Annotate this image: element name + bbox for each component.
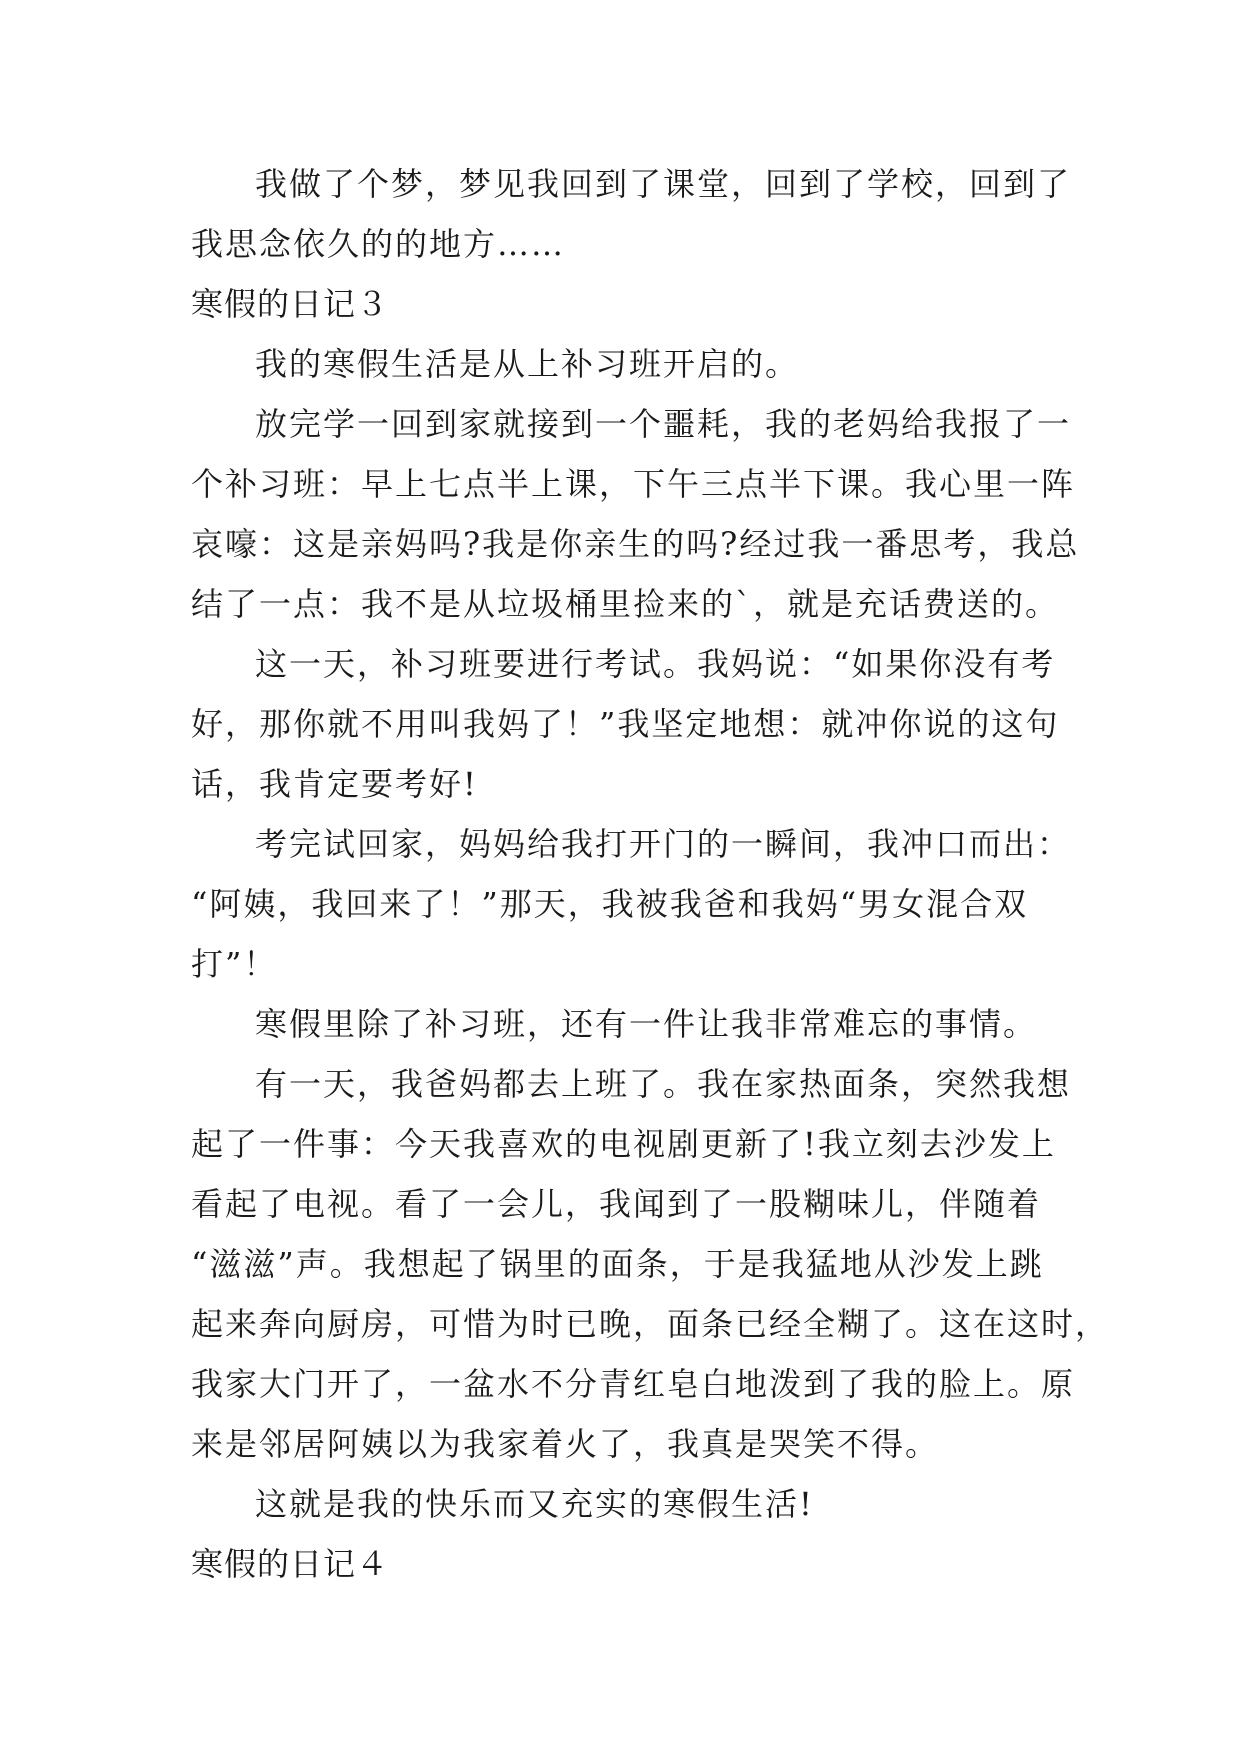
paragraph-line: 个补习班：早上七点半上课，下午三点半下课。我心里一阵	[191, 465, 1076, 503]
heading-text: 寒假的日记３	[191, 285, 390, 323]
paragraph-line: 哀嚎：这是亲妈吗?我是你亲生的吗?经过我一番思考，我总	[191, 525, 1080, 563]
paragraph-line: 放完学一回到家就接到一个噩耗，我的老妈给我报了一	[255, 405, 1072, 443]
paragraph	[191, 1474, 1051, 1534]
paragraph-line: “阿姨，我回来了！”那天，我被我爸和我妈“男女混合双	[191, 885, 1029, 923]
paragraph-line: 起了一件事：今天我喜欢的电视剧更新了!我立刻去沙发上	[191, 1125, 1056, 1163]
paragraph	[191, 814, 1072, 994]
paragraph	[191, 394, 1080, 634]
paragraph-line: 看起了电视。看了一会儿，我闻到了一股糊味儿，伴随着	[191, 1185, 1042, 1223]
paragraph-line: 这一天，补习班要进行考试。我妈说：“如果你没有考	[255, 645, 1056, 683]
document-page	[191, 154, 1110, 1594]
section-heading	[191, 1534, 1051, 1594]
paragraph	[191, 634, 1060, 814]
paragraph-line: “滋滋”声。我想起了锅里的面条，于是我猛地从沙发上跳	[191, 1245, 1044, 1283]
paragraph-line: 我的寒假生活是从上补习班开启的。	[255, 345, 800, 383]
paragraph-line: 来是邻居阿姨以为我家着火了，我真是哭笑不得。	[191, 1425, 940, 1463]
paragraph-line: 打”！	[191, 945, 278, 983]
paragraph-line: 考完试回家，妈妈给我打开门的一瞬间，我冲口而出：	[255, 825, 1072, 863]
paragraph-line: 我家大门开了，一盆水不分青红皂白地泼到了我的脸上。原	[191, 1365, 1076, 1403]
paragraph	[191, 994, 1051, 1054]
paragraph	[191, 154, 1072, 274]
paragraph	[191, 334, 1051, 394]
paragraph-line: 寒假里除了补习班，还有一件让我非常难忘的事情。	[255, 1005, 1038, 1043]
paragraph-line: 我思念依久的的地方……	[191, 225, 566, 263]
paragraph	[191, 1054, 1110, 1474]
section-heading	[191, 274, 1051, 334]
paragraph-line: 我做了个梦，梦见我回到了课堂，回到了学校，回到了	[255, 165, 1072, 203]
paragraph-line: 话，我肯定要考好!	[191, 765, 478, 803]
document-body	[191, 154, 1110, 1594]
paragraph-line: 好，那你就不用叫我妈了！”我坚定地想：就冲你说的这句	[191, 705, 1060, 743]
paragraph-line: 有一天，我爸妈都去上班了。我在家热面条，突然我想	[255, 1065, 1072, 1103]
paragraph-line: 这就是我的快乐而又充实的寒假生活!	[255, 1485, 814, 1523]
paragraph-line: 起来奔向厨房，可惜为时已晚，面条已经全糊了。这在这时，	[191, 1305, 1110, 1343]
heading-text: 寒假的日记４	[191, 1545, 390, 1583]
paragraph-line: 结了一点：我不是从垃圾桶里捡来的`，就是充话费送的。	[191, 585, 1060, 623]
